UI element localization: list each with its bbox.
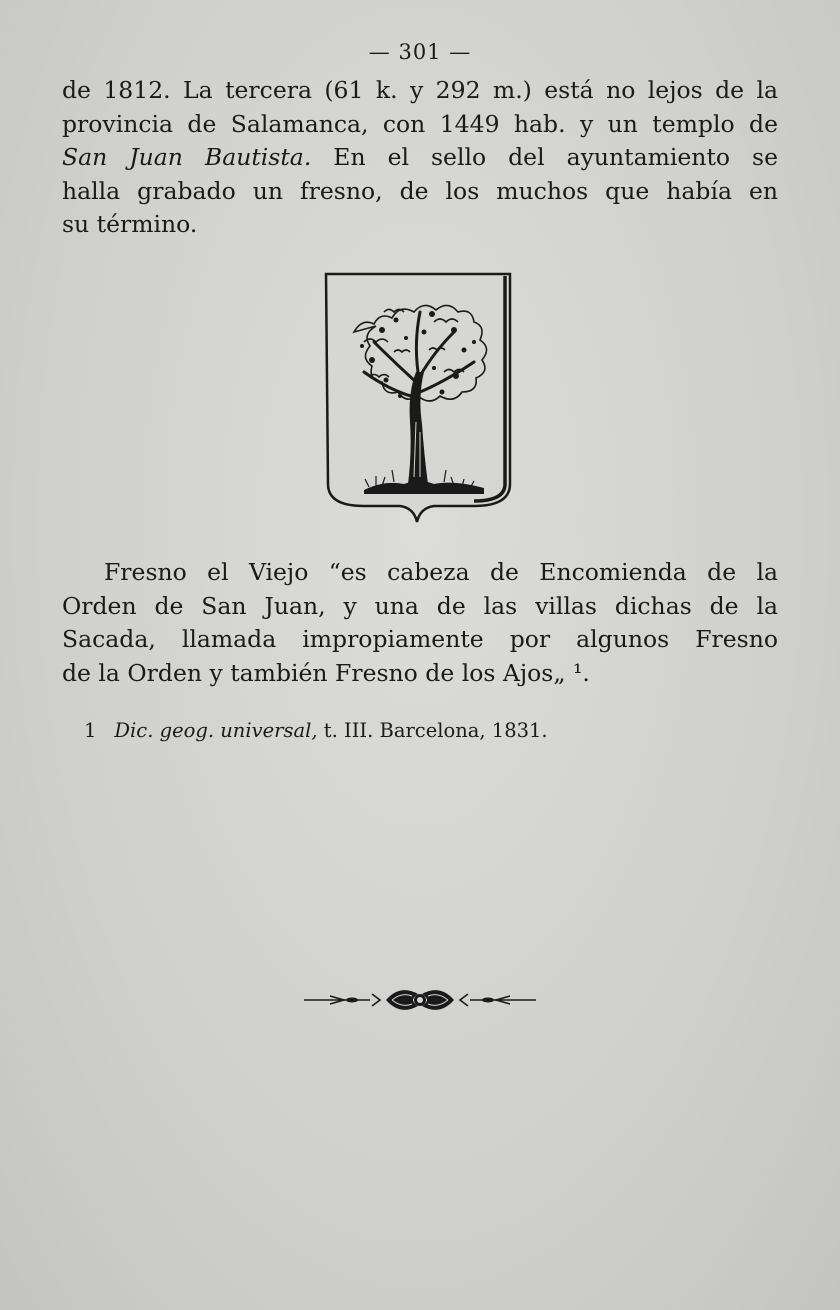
paragraph-2-line-2: Orden de San Juan, y una de las villas dichas de la [62, 591, 778, 620]
paragraph-1-line-2: provincia de Salamanca, con 1449 hab. y un templo de [62, 109, 778, 138]
paragraph-2-line-4: de la Orden y también Fresno de los Ajos„ ¹. [62, 658, 590, 687]
paragraph-2-line-1: Fresno el Viejo “es cabeza de Encomienda de la [104, 558, 778, 586]
paragraph-1-line-5: su término. [62, 210, 198, 238]
paragraph-1-line-3-rest: En el sello del ayuntamiento se [311, 143, 778, 171]
fleuron-ornament-icon [300, 980, 540, 1020]
footnote-number: 1 [84, 719, 97, 742]
footnote [84, 719, 548, 742]
paragraph-2 [62, 556, 778, 690]
paragraph-1 [62, 74, 778, 242]
paragraph-1-line-3 [62, 141, 778, 175]
paragraph-1-line-1: de 1812. La tercera (61 k. y 292 m.) está no lejos de la [62, 76, 778, 104]
footnote-reference: t. III. Barcelona, 1831. [317, 719, 548, 742]
tree-shield-icon [324, 272, 514, 524]
page-number: — 301 — [368, 40, 472, 64]
saint-name-italic: San Juan Bautista. [62, 143, 312, 171]
footnote-title: Dic. geog. universal, [114, 719, 318, 742]
paragraph-1-line-4: halla grabado un fresno, de los muchos que había en [62, 176, 778, 205]
paragraph-2-line-3: Sacada, llamada impropiamente por algunos Fresno [62, 625, 778, 653]
